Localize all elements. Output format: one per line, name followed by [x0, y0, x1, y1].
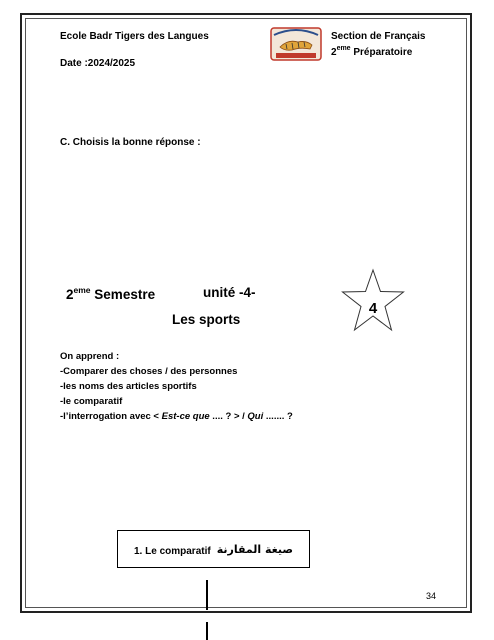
objective-text: -l’interrogation avec <: [60, 411, 162, 422]
semester-label: Semestre: [94, 287, 156, 302]
class-level-label: Préparatoire: [353, 47, 413, 58]
semester-number: 2: [66, 287, 74, 302]
semester-heading: [66, 285, 155, 302]
fold-line: [206, 622, 208, 640]
school-name: Ecole Badr Tigers des Langues: [60, 31, 209, 42]
objective-text: .... ? > /: [209, 411, 248, 422]
objectives-intro: On apprend :: [60, 351, 120, 362]
section-title: Section de Français: [331, 31, 426, 42]
unit-heading: unité -4-: [203, 285, 256, 300]
objective-text: ....... ?: [263, 411, 293, 422]
exercise-instruction: C. Choisis la bonne réponse :: [60, 137, 201, 148]
class-level-sup: eme: [336, 45, 351, 52]
objective-item: -le comparatif: [60, 396, 123, 407]
objective-item: -les noms des articles sportifs: [60, 381, 197, 392]
school-logo: [270, 27, 322, 61]
class-level: [331, 45, 412, 58]
unit-title: Les sports: [172, 312, 241, 327]
objectives-list: [60, 349, 293, 424]
fold-line: [206, 580, 208, 610]
unit-number: 4: [368, 300, 378, 317]
semester-sup: eme: [73, 285, 91, 295]
objective-italic: Qui: [247, 411, 264, 422]
lesson-title-arabic: صيغة المقارنة: [216, 543, 293, 556]
class-level-number: 2: [331, 47, 337, 58]
school-year: Date :2024/2025: [60, 58, 136, 69]
objective-item: [60, 409, 293, 424]
objective-item: -Comparer des choses / des personnes: [60, 366, 238, 377]
lesson-title: 1. Le comparatif: [134, 546, 211, 557]
objective-italic: Est-ce que: [161, 411, 210, 422]
lesson-title-box: [117, 530, 310, 568]
page-number: 34: [426, 591, 437, 601]
